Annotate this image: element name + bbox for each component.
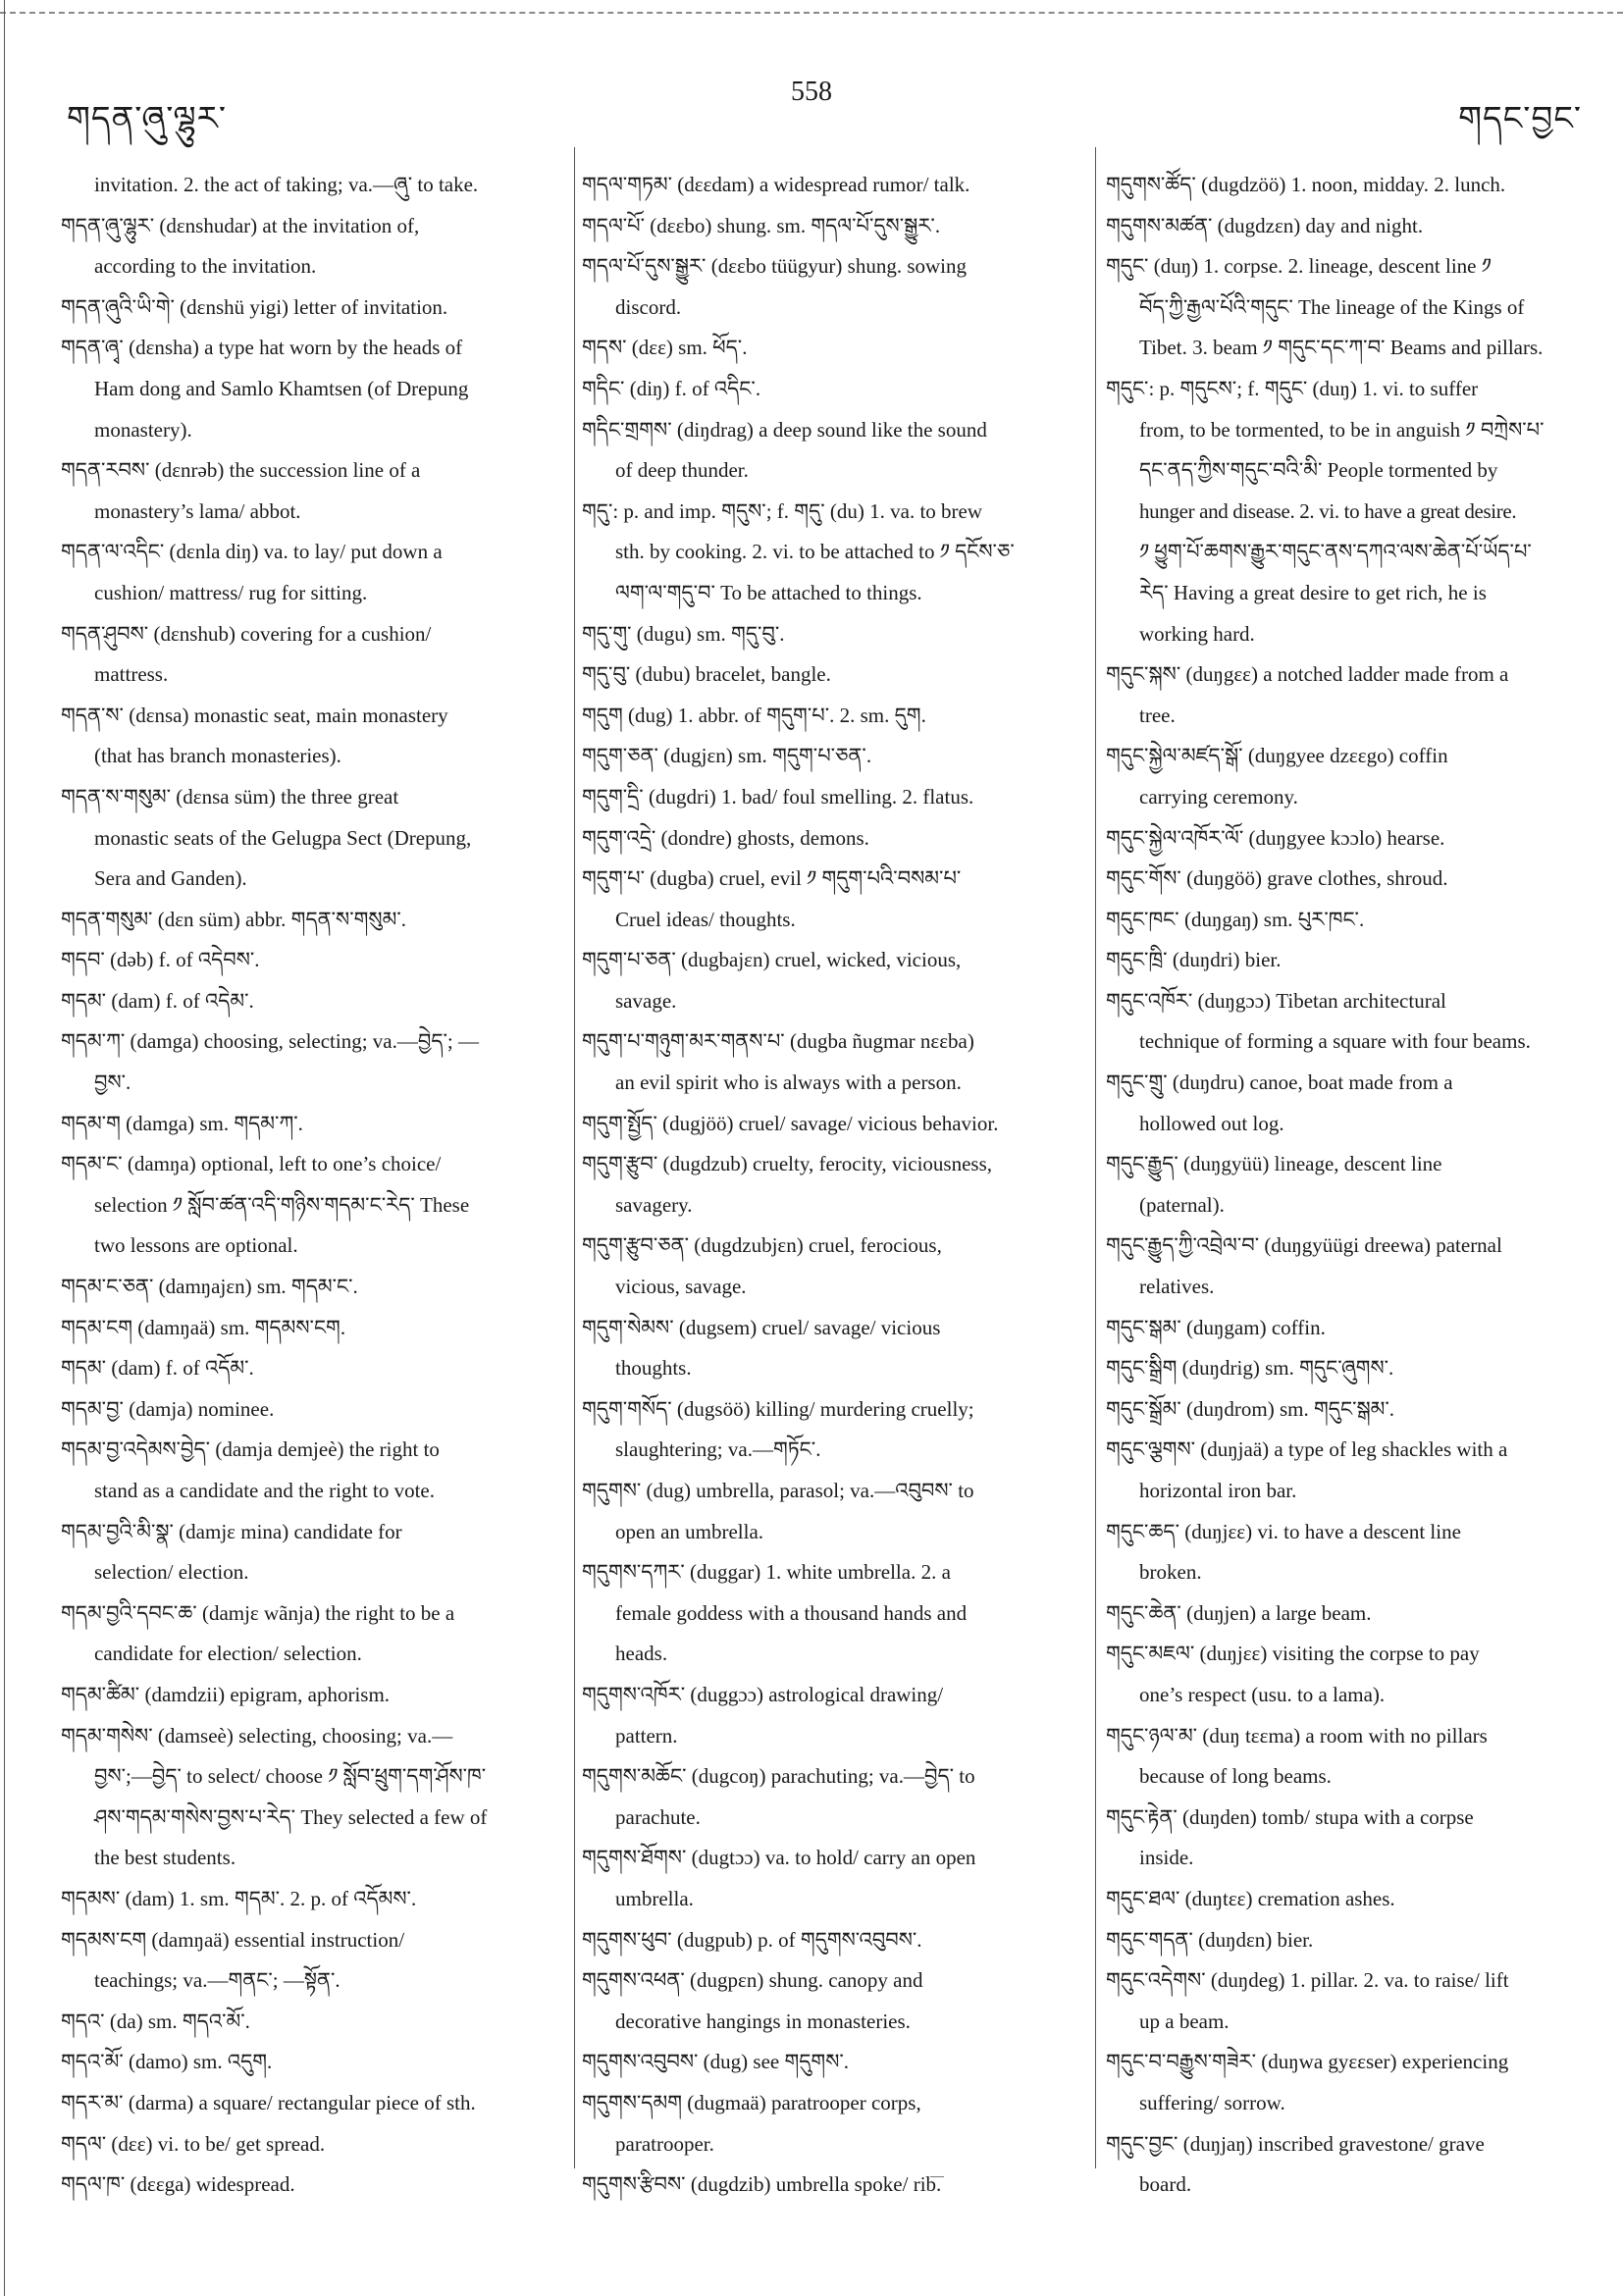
entry-headword-line: གདན་རབས་ (dɛnrəb) the succession line of a <box>61 458 421 483</box>
column-separator <box>1095 147 1096 2168</box>
entry-headword-line: གདུག་དྲི་ (dugdri) 1. bad/ foul smelling. 2. flatus. <box>582 784 974 809</box>
entry-headword-line: གདལ་པོ་དུས་སྒྱུར་ (dɛɛbo tüügyur) shung. sowing <box>582 254 968 279</box>
page-number: 558 <box>791 77 832 107</box>
entry-continuation-line: རེད་ Having a great desire to get rich, he is <box>1139 580 1487 604</box>
entry-continuation-line: Cruel ideas/ thoughts. <box>615 907 796 931</box>
entry-headword-line: གདུག (dug) 1. abbr. of གདུག་པ་. 2. sm. དུག. <box>582 703 926 727</box>
entry-headword-line: གདན་གསུམ་ (dɛn süm) abbr. གདན་ས་གསུམ་. <box>61 907 406 931</box>
entry-headword-line: གདུང་གྲུ་ (duŋdru) canoe, boat made from a <box>1106 1070 1453 1095</box>
entry-headword-line: གདན་ལ་འདིང་ (dɛnla diŋ) va. to lay/ put down a <box>61 540 443 564</box>
entry-continuation-line: hunger and disease. 2. vi. to have a great desire. <box>1139 498 1517 523</box>
entry-headword-line: གདུང་རྒྱུད་ཀྱི་འབྲེལ་བ་ (duŋgyüügi dreewa) paternal <box>1106 1233 1502 1258</box>
entry-headword-line: གདམ་གསེས་ (damseè) selecting, choosing; va.— <box>61 1723 453 1748</box>
entry-continuation-line: ༡ ཕྱུག་པོ་ཆགས་རྒྱུར་གདུང་ནས་དཀའ་ལས་ཆེན་པོ་ཡོད་པ་ <box>1139 540 1532 564</box>
entry-headword-line: གདུང་གོས་ (duŋgöö) grave clothes, shroud. <box>1106 866 1448 891</box>
entry-headword-line: གདམ་བྱའི་དབང་ཆ་ (damjɛ wãnja) the right to be a <box>61 1600 455 1625</box>
entry-headword-line: གདམ་ག (damga) sm. གདམ་ཀ་. <box>61 1111 303 1135</box>
entry-headword-line: གདལ་ (dɛɛ) vi. to be/ get spread. <box>61 2131 326 2156</box>
entry-continuation-line: paratrooper. <box>615 2131 714 2156</box>
entry-headword-line: གདམ་བྱའི་མི་སྣ་ (damjɛ mina) candidate for <box>61 1519 402 1543</box>
entry-continuation-line: (paternal). <box>1139 1192 1225 1217</box>
entry-headword-line: གདུག་པ་ཅན་ (dugbajɛn) cruel, wicked, vicious, <box>582 948 962 972</box>
entry-continuation-line: ཤས་གདམ་གསེས་བྱས་པ་རེད་ They selected a few of <box>94 1804 488 1829</box>
entry-continuation-line: selection/ election. <box>94 1560 249 1585</box>
entry-continuation-line: monastery’s lama/ abbot. <box>94 498 301 523</box>
entry-continuation-line: an evil spirit who is always with a person. <box>615 1070 962 1095</box>
entry-continuation-line: mattress. <box>94 662 169 687</box>
entry-continuation-line: བོད་ཀྱི་རྒྱལ་པོའི་གདུང་ The lineage of the Kings of <box>1139 294 1525 319</box>
entry-headword-line: གདུགས་མཚན་ (dugdzɛn) day and night. <box>1106 213 1424 237</box>
entry-continuation-line: invitation. 2. the act of taking; va.—ཞུ་ to take. <box>94 173 479 196</box>
entry-headword-line: གདུགས་རྩིབས་ (dugdzib) umbrella spoke/ rib. <box>582 2172 942 2197</box>
footer-mark <box>930 2176 944 2177</box>
entry-continuation-line: relatives. <box>1139 1275 1215 1299</box>
entry-continuation-line: suffering/ sorrow. <box>1139 2090 1285 2114</box>
entry-continuation-line: one’s respect (usu. to a lama). <box>1139 1682 1386 1706</box>
entry-headword-line: གདན་ཞུའི་ཡི་གེ་ (dɛnshü yigi) letter of invitation. <box>61 294 448 319</box>
entry-continuation-line: Sera and Ganden). <box>94 866 247 891</box>
entry-headword-line: གདམ་ང་ (damŋa) optional, left to one’s choice/ <box>61 1152 442 1176</box>
entry-headword-line: གདུང་མཇལ་ (duŋjɛɛ) visiting the corpse to pay <box>1106 1642 1480 1666</box>
entry-headword-line: གདུག་ཅན་ (dugjɛn) sm. གདུག་པ་ཅན་. <box>582 744 872 768</box>
entry-continuation-line: savage. <box>615 988 677 1013</box>
entry-continuation-line: parachute. <box>615 1804 701 1829</box>
entry-headword-line: གདུང་ (duŋ) 1. corpse. 2. lineage, descent line ༡ <box>1106 254 1492 279</box>
entry-continuation-line: carrying ceremony. <box>1139 784 1298 809</box>
entry-continuation-line: according to the invitation. <box>94 254 317 279</box>
entry-continuation-line: technique of forming a square with four beams. <box>1139 1029 1531 1054</box>
entry-continuation-line: because of long beams. <box>1139 1764 1332 1789</box>
entry-headword-line: གདུགས་ཐོགས་ (dugtɔɔ) va. to hold/ carry an open <box>582 1846 976 1870</box>
entry-continuation-line: teachings; va.—གནང་; —སྟོན་. <box>94 1968 340 1993</box>
entry-headword-line: གདལ་གཏམ་ (dɛɛdam) a widespread rumor/ talk. <box>582 173 970 196</box>
entry-headword-line: གདམས་ངག (damŋaä) essential instruction/ <box>61 1927 405 1952</box>
entry-headword-line: གདམས་ (dam) 1. sm. གདམ་. 2. p. of འདོམས་. <box>61 1886 417 1910</box>
entry-headword-line: གདས་ (dɛɛ) sm. ཕོད་. <box>582 336 748 360</box>
entry-headword-line: གདམ་ང་ཅན་ (damŋajɛn) sm. གདམ་ང་. <box>61 1275 358 1299</box>
entry-headword-line: གདའ་མོ་ (damo) sm. འདུག. <box>61 2050 273 2074</box>
entry-continuation-line: from, to be tormented, to be in anguish ༡ བཀྲེས་པ་ <box>1139 417 1544 442</box>
entry-continuation-line: decorative hangings in monasteries. <box>615 2009 911 2033</box>
entry-headword-line: གདུ་: p. and imp. གདུས་; f. གདུ་ (du) 1. va. to brew <box>582 498 983 523</box>
entry-continuation-line: (that has branch monasteries). <box>94 744 341 768</box>
entry-continuation-line: the best students. <box>94 1846 236 1870</box>
dictionary-column-1 <box>61 165 546 2206</box>
entry-continuation-line: two lessons are optional. <box>94 1233 298 1258</box>
entry-headword-line: གདུགས་ཕུབ་ (dugpub) p. of གདུགས་འབུབས་. <box>582 1927 922 1952</box>
entry-continuation-line: monastic seats of the Gelugpa Sect (Drepung, <box>94 825 472 850</box>
entry-continuation-line: selection ༡ སློབ་ཚན་འདི་གཉིས་གདམ་ང་རེད་ These <box>94 1192 470 1217</box>
entry-continuation-line: candidate for election/ selection. <box>94 1642 362 1666</box>
entry-headword-line: གདིང་གྲགས་ (diŋdrag) a deep sound like the sound <box>582 417 987 442</box>
entry-continuation-line: pattern. <box>615 1723 678 1748</box>
page-header <box>0 77 1623 135</box>
entry-headword-line: གདུག་པ་ (dugba) cruel, evil ༡ གདུག་པའི་བསམ་པ་ <box>582 866 962 891</box>
entry-headword-line: གདམ་ཚིམ་ (damdzii) epigram, aphorism. <box>61 1682 391 1706</box>
entry-headword-line: གདུང་སྒམ་ (duŋgam) coffin. <box>1106 1315 1326 1339</box>
entry-headword-line: གདབ་ (dəb) f. of འདེབས་. <box>61 948 260 972</box>
entry-continuation-line: stand as a candidate and the right to vote. <box>94 1479 435 1502</box>
entry-headword-line: གདམ་ (dam) f. of འདོམ་. <box>61 1356 254 1381</box>
entry-continuation-line: working hard. <box>1139 621 1255 646</box>
entry-headword-line: གདལ་པོ་ (dɛɛbo) shung. sm. གདལ་པོ་དུས་སྒྱུར་. <box>582 213 941 237</box>
column-separator <box>574 147 575 2168</box>
entry-headword-line: གདུང་སྐས་ (duŋgɛɛ) a notched ladder made from a <box>1106 662 1509 687</box>
entry-continuation-line: horizontal iron bar. <box>1139 1479 1297 1502</box>
entry-continuation-line: thoughts. <box>615 1356 692 1381</box>
guide-word-left: གདན་ཞུ་ལྷུར་ <box>67 101 227 137</box>
entry-continuation-line: cushion/ mattress/ rug for sitting. <box>94 580 368 604</box>
left-margin-line <box>4 0 5 2296</box>
entry-continuation-line: discord. <box>615 294 682 319</box>
entry-headword-line: གདུང་ཁྲི་ (duŋdri) bier. <box>1106 948 1282 972</box>
entry-continuation-line: Tibet. 3. beam ༡ གདུང་དང་ཀ་བ་ Beams and pillars. <box>1139 336 1544 360</box>
entry-headword-line: གདན་ས་ (dɛnsa) monastic seat, main monastery <box>61 703 448 727</box>
entry-headword-line: གདམ་ཀ་ (damga) choosing, selecting; va.—བྱེད་; — <box>61 1029 479 1054</box>
entry-headword-line: གདུ་བུ་ (dubu) bracelet, bangle. <box>582 662 831 687</box>
entry-continuation-line: inside. <box>1139 1846 1194 1870</box>
entry-headword-line: གདུང་འཁོར་ (duŋgɔɔ) Tibetan architectural <box>1106 988 1446 1013</box>
entry-headword-line: གདམ་ངག (damŋaä) sm. གདམས་ངག. <box>61 1315 346 1339</box>
entry-headword-line: གདུག་འདྲེ་ (dondre) ghosts, demons. <box>582 825 869 850</box>
entry-headword-line: གདུང་ལྕགས་ (duŋjaä) a type of leg shackles with a <box>1106 1437 1508 1462</box>
entry-headword-line: གདན་ཞྭ་ (dɛnsha) a type hat worn by the heads of <box>61 336 463 360</box>
entry-continuation-line: ལག་ལ་གདུ་བ་ To be attached to things. <box>615 580 922 604</box>
entry-headword-line: གདུགས་མཆོང་ (dugcoŋ) parachuting; va.—བྱེད་ to <box>582 1764 975 1789</box>
entry-headword-line: གདུང་གདན་ (duŋdɛn) bier. <box>1106 1927 1314 1952</box>
entry-headword-line: གདའ་ (da) sm. གདའ་མོ་. <box>61 2009 250 2033</box>
entry-continuation-line: board. <box>1139 2172 1192 2197</box>
guide-word-right: གདང་བྱང་ <box>1458 101 1582 137</box>
entry-headword-line: གདུག་རྩུབ་ཅན་ (dugdzubjɛn) cruel, ferocious, <box>582 1233 942 1258</box>
entry-headword-line: གདུ་གུ་ (dugu) sm. གདུ་བུ་. <box>582 621 785 646</box>
entry-headword-line: གདུགས་འབུབས་ (dug) see གདུགས་. <box>582 2050 850 2074</box>
entry-continuation-line: hollowed out log. <box>1139 1111 1284 1135</box>
entry-headword-line: གདུང་: p. གདུངས་; f. གདུང་ (duŋ) 1. vi. to suffer <box>1106 376 1479 400</box>
entry-continuation-line: up a beam. <box>1139 2009 1230 2033</box>
entry-headword-line: གདུག་གསོད་ (dugsöö) killing/ murdering cruelly; <box>582 1396 974 1421</box>
entry-continuation-line: Ham dong and Samlo Khamtsen (of Drepung <box>94 376 469 400</box>
entry-headword-line: གདར་མ་ (darma) a square/ rectangular piece of sth. <box>61 2090 476 2114</box>
entry-headword-line: གདམ་ (dam) f. of འདེམ་. <box>61 988 254 1013</box>
entry-headword-line: གདུང་བྱང་ (duŋjaŋ) inscribed gravestone/ grave <box>1106 2131 1485 2156</box>
entry-continuation-line: བྱས་;—བྱེད་ to select/ choose ༡ སློབ་ཕྲུག་དག་ཤོས་ཁ་ <box>94 1764 487 1789</box>
entry-continuation-line: umbrella. <box>615 1886 694 1910</box>
entry-headword-line: གདུགས་དམག (dugmaä) paratrooper corps, <box>582 2090 921 2114</box>
entry-headword-line: གདུང་ཆེན་ (duŋjen) a large beam. <box>1106 1600 1372 1625</box>
entry-headword-line: གདུང་ཁང་ (duŋgaŋ) sm. པུར་ཁང་. <box>1106 907 1365 931</box>
entry-headword-line: གདུག་སེམས་ (dugsem) cruel/ savage/ vicious <box>582 1315 941 1339</box>
entry-headword-line: གདུག་སྤྱོད་ (dugjöö) cruel/ savage/ vicious behavior. <box>582 1111 999 1135</box>
dictionary-column-2 <box>582 165 1067 2206</box>
entry-headword-line: གདུང་ཆད་ (duŋjɛɛ) vi. to have a descent line <box>1106 1519 1461 1543</box>
entry-headword-line: གདུག་རྩུབ་ (dugdzub) cruelty, ferocity, viciousness, <box>582 1152 992 1176</box>
entry-headword-line: གདན་ས་གསུམ་ (dɛnsa süm) the three great <box>61 784 399 809</box>
entry-continuation-line: slaughtering; va.—གཏོང་. <box>615 1437 821 1462</box>
entry-headword-line: གདུགས་འཕན་ (dugpɛn) shung. canopy and <box>582 1968 923 1993</box>
entry-headword-line: གདུང་ཉལ་མ་ (duŋ tɛɛma) a room with no pillars <box>1106 1723 1488 1748</box>
entry-headword-line: གདུང་སྐྱེལ་མཛད་སྒོ་ (duŋgyee dzɛɛgo) coffin <box>1106 744 1448 768</box>
entry-headword-line: གདུང་ཐལ་ (duŋtɛɛ) cremation ashes. <box>1106 1886 1395 1910</box>
entry-continuation-line: heads. <box>615 1642 668 1666</box>
entry-continuation-line: broken. <box>1139 1560 1202 1585</box>
entry-headword-line: གདུགས་ཚོད་ (dugdzöö) 1. noon, midday. 2. lunch. <box>1106 173 1506 196</box>
entry-continuation-line: དང་ནད་ཀྱིས་གདུང་བའི་མི་ People tormented by <box>1139 458 1498 483</box>
top-dashed-rule <box>0 12 1623 14</box>
entry-headword-line: གདམ་བྱ་ (damja) nominee. <box>61 1396 275 1421</box>
entry-continuation-line: བྱས་. <box>94 1070 131 1095</box>
entry-continuation-line: vicious, savage. <box>615 1275 747 1299</box>
entry-continuation-line: of deep thunder. <box>615 458 749 483</box>
entry-headword-line: གདན་ཤུབས་ (dɛnshub) covering for a cushion/ <box>61 621 432 646</box>
entry-headword-line: གདུགས་ (dug) umbrella, parasol; va.—འབུབས་ to <box>582 1479 974 1502</box>
entry-continuation-line: tree. <box>1139 703 1176 727</box>
entry-continuation-line: sth. by cooking. 2. vi. to be attached to ༡ དངོས་ཅ་ <box>615 540 1015 564</box>
entry-headword-line: གདུང་རྟེན་ (duŋden) tomb/ stupa with a corpse <box>1106 1804 1474 1829</box>
entry-headword-line: གདུང་སྐྱེལ་འཁོར་ལོ་ (duŋgyee kɔɔlo) hearse. <box>1106 825 1445 850</box>
entry-headword-line: གདུགས་དཀར་ (duggar) 1. white umbrella. 2. a <box>582 1560 951 1585</box>
entry-headword-line: གདུང་བ་བརྒྱུས་གཟེར་ (duŋwa gyɛɛser) experiencing <box>1106 2050 1509 2074</box>
entry-headword-line: གདུང་རྒྱུད་ (duŋgyüü) lineage, descent line <box>1106 1152 1442 1176</box>
entry-headword-line: གདུགས་འཁོར་ (duggɔɔ) astrological drawing/ <box>582 1682 944 1706</box>
entry-headword-line: གདུང་སྒྲོམ་ (duŋdrom) sm. གདུང་སྒམ་. <box>1106 1396 1395 1421</box>
entry-headword-line: གདན་ཞུ་ལྷུར་ (dɛnshudar) at the invitation of, <box>61 213 420 237</box>
entry-headword-line: གདིང་ (diŋ) f. of འདིང་. <box>582 376 761 400</box>
entry-continuation-line: open an umbrella. <box>615 1519 764 1543</box>
entry-continuation-line: female goddess with a thousand hands and <box>615 1600 968 1625</box>
entry-headword-line: གདུང་སྒྲིག (duŋdrig) sm. གདུང་ཞུགས་. <box>1106 1356 1394 1381</box>
entry-continuation-line: savagery. <box>615 1192 693 1217</box>
dictionary-column-3 <box>1106 165 1591 2206</box>
entry-headword-line: གདུང་འདེགས་ (duŋdeg) 1. pillar. 2. va. to raise/ lift <box>1106 1968 1509 1993</box>
entry-continuation-line: monastery). <box>94 417 192 442</box>
entry-headword-line: གདུག་པ་གཉུག་མར་གནས་པ་ (dugba ñugmar nɛɛba) <box>582 1029 974 1054</box>
entry-headword-line: གདམ་བྱ་འདེམས་བྱེད་ (damja demjeè) the right to <box>61 1437 440 1462</box>
entry-headword-line: གདལ་ཁ་ (dɛɛga) widespread. <box>61 2172 295 2197</box>
